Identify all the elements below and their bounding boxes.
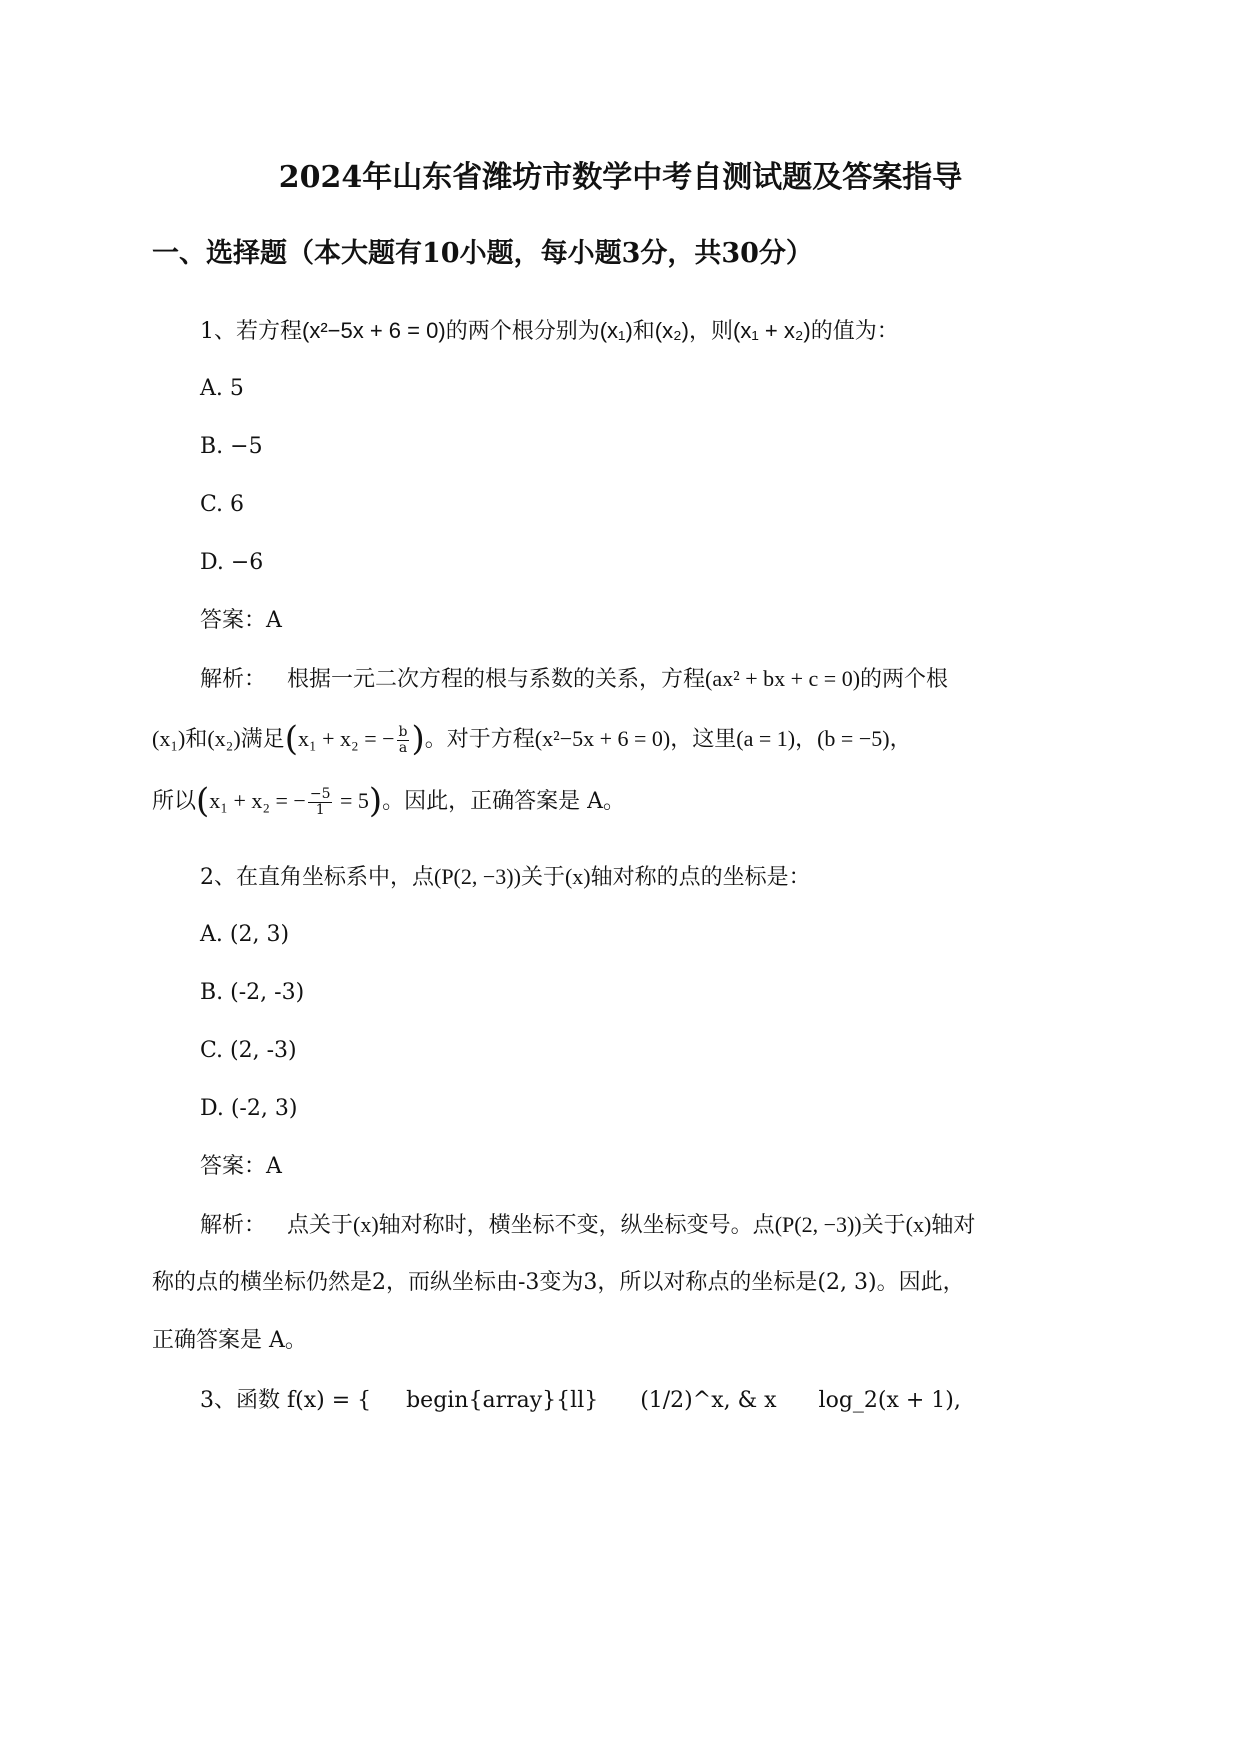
question-1-analysis-line-2: (x₁)和(x₂)满足(x₁ + x₂ = − $\frac{b}{a}$ )。对于方程(x²−5x + 6 = 0)，这里(a = 1)，(b = −5)， xyxy=(152,719,912,759)
question-2-analysis-line-3: 正确答案是 A。 xyxy=(152,1328,307,1353)
section-heading: 一、选择题（本大题有10小题，每小题3分，共30分） xyxy=(152,238,813,269)
document-title: 2024年山东省潍坊市数学中考自测试题及答案指导 xyxy=(278,160,963,195)
question-1-analysis-line-3: 所以(x₁ + x₂ = − $\frac{-5}{1}$ = 5)。因此，正确答案是 A。 xyxy=(152,781,626,821)
question-2-option-d: D. (-2, 3) xyxy=(200,1096,298,1121)
fraction-minus5-over-1: $\frac{-5}{1}$ xyxy=(309,785,331,818)
question-2-analysis-line-1: 解析： 点关于(x)轴对称时，横坐标不变，纵坐标变号。点(P(2, −3))关于(x)轴对 xyxy=(200,1212,976,1238)
fraction-b-over-a: $\frac{b}{a}$ xyxy=(398,723,408,756)
question-1-option-c: C. 6 xyxy=(200,492,245,517)
question-2-answer: 答案：A xyxy=(200,1154,282,1179)
question-2-option-b: B. (-2, -3) xyxy=(200,980,305,1005)
question-2-option-a: A. (2, 3) xyxy=(200,922,290,947)
question-1-option-b: B. −5 xyxy=(200,434,263,459)
question-1-analysis-line-1: 解析： 根据一元二次方程的根与系数的关系，方程(ax² + bx + c = 0)的两个根 xyxy=(200,666,949,692)
question-2-analysis-line-2: 称的点的横坐标仍然是2，而纵坐标由-3变为3，所以对称点的坐标是(2, 3)。因此， xyxy=(152,1270,965,1295)
question-1-answer: 答案：A xyxy=(200,608,282,633)
question-1-option-d: D. −6 xyxy=(200,550,264,575)
question-1-stem: 1、若方程(x²−5x + 6 = 0)的两个根分别为(x₁)和(x₂)，则(x₁ + x₂)的值为： xyxy=(200,318,899,344)
question-2-option-c: C. (2, -3) xyxy=(200,1038,297,1063)
question-2-stem: 2、在直角坐标系中，点(P(2, −3))关于(x)轴对称的点的坐标是： xyxy=(200,864,811,890)
question-3-stem: 3、函数 f(x) = { begin{array}{ll} (1/2)^x, & x log_2(x + 1), xyxy=(200,1388,961,1413)
question-1-option-a: A. 5 xyxy=(200,376,244,401)
